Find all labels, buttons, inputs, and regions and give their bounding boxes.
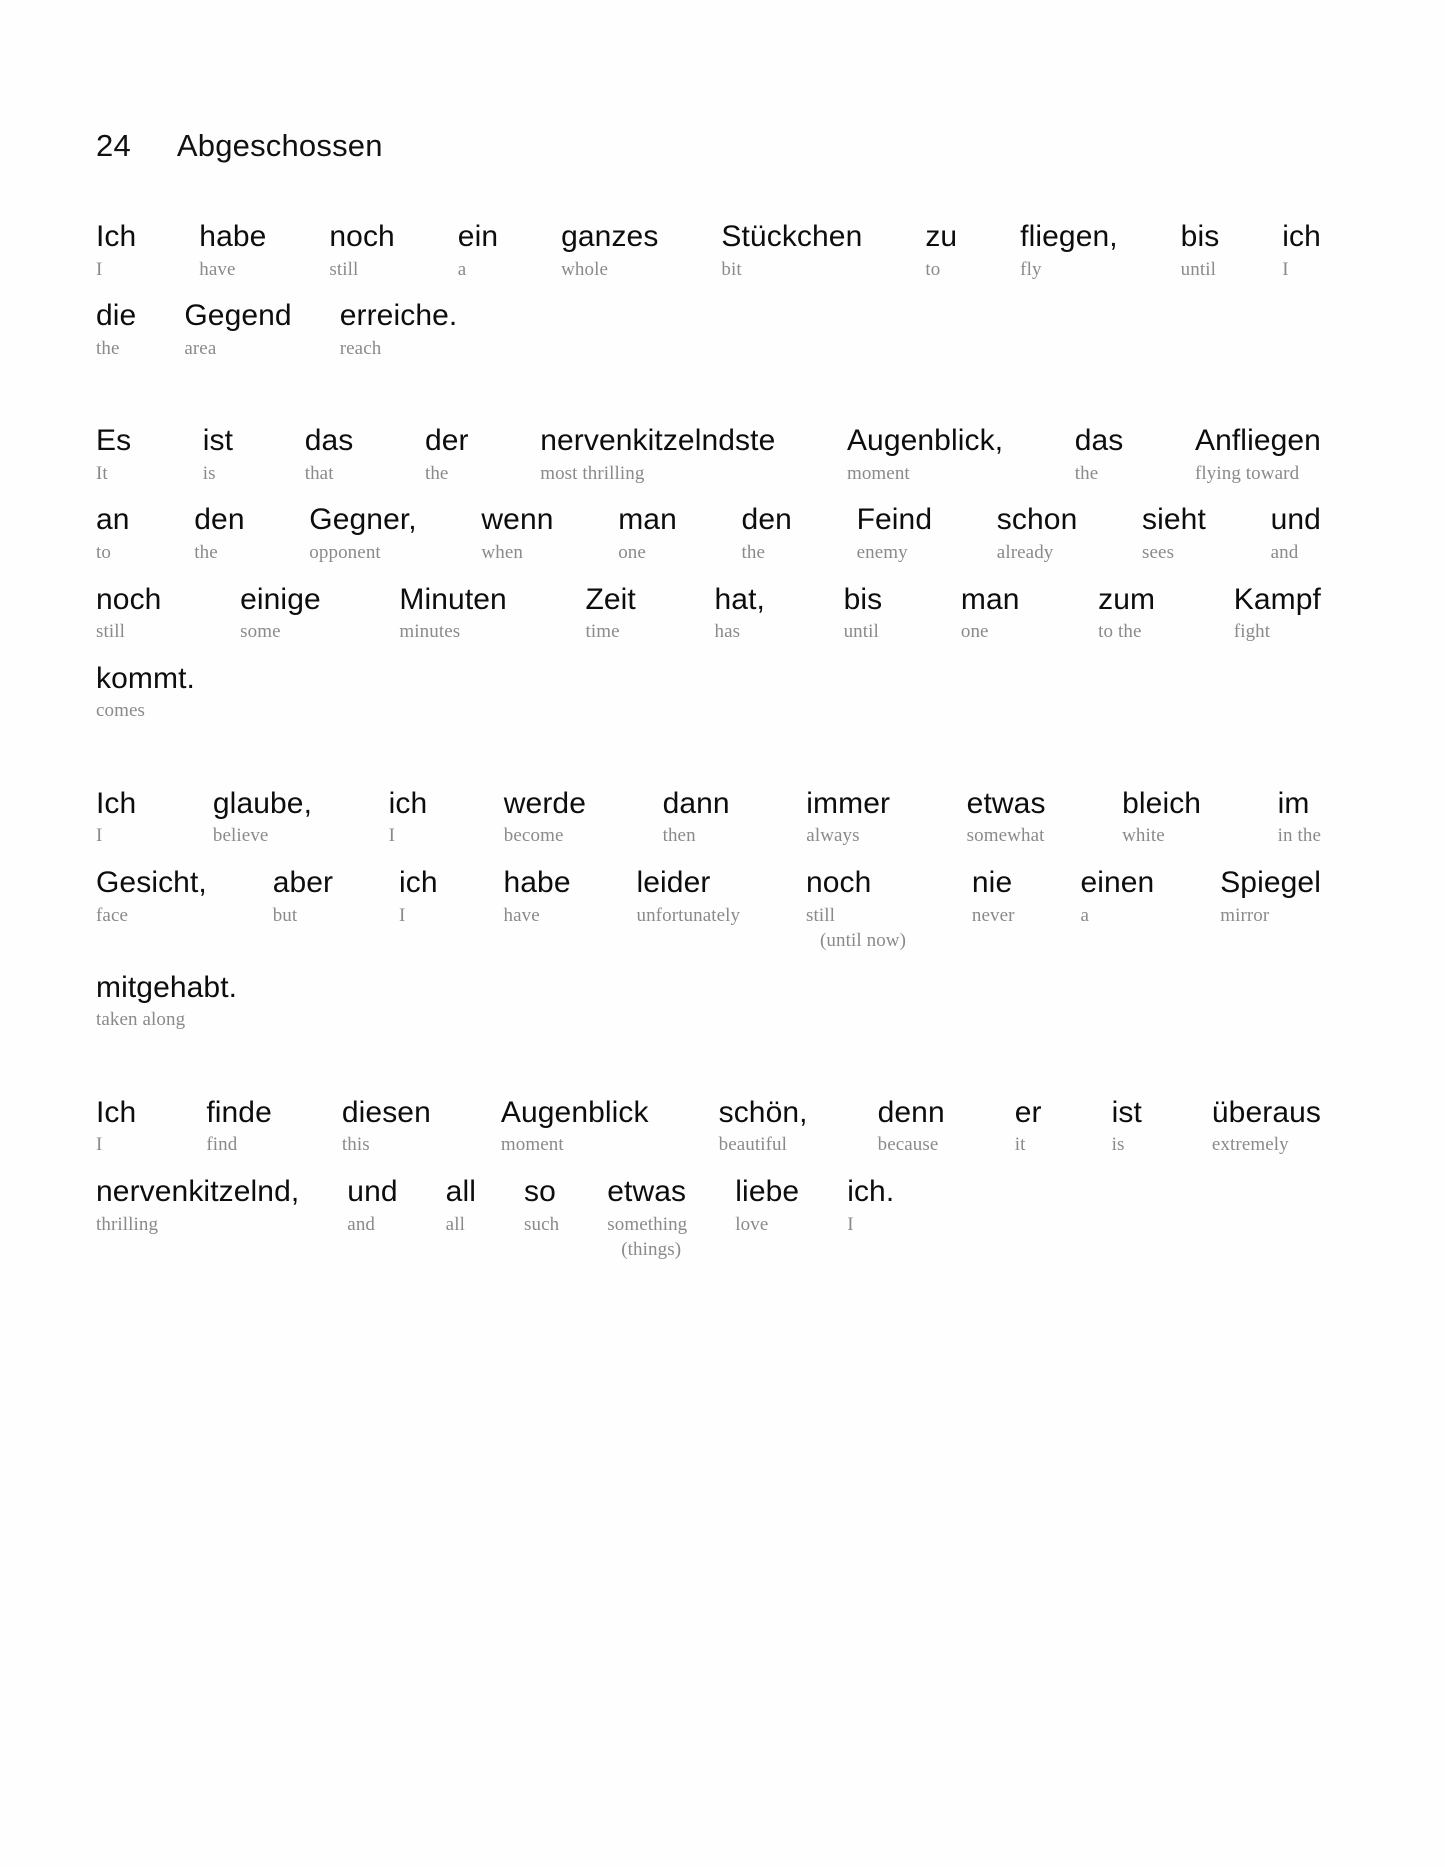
word-gloss-pair [618,503,677,564]
word-gloss-pair [1282,220,1321,281]
source-word: er [1014,1095,1042,1129]
word-gloss-pair [715,583,765,644]
gloss-word: flying toward [1194,462,1300,484]
word-gloss-pair [96,424,131,485]
word-gloss-pair [1112,1096,1142,1157]
gloss-word-secondary: (things) [621,1239,682,1261]
source-word: schön, [718,1095,808,1129]
gloss-word: bit [721,258,742,280]
source-word: die [96,299,137,333]
chapter-number: 24 [96,128,131,163]
source-word: Ich [96,1095,137,1129]
word-gloss-pair [972,866,1015,927]
word-gloss-pair [347,1175,397,1236]
gloss-word: area [184,337,217,359]
word-gloss-pair [1278,787,1321,848]
source-word: immer [806,786,891,820]
source-word: noch [96,582,162,616]
source-word: bleich [1122,786,1202,820]
word-gloss-pair [273,866,333,927]
word-gloss-pair [1181,220,1220,281]
word-gloss-pair [194,503,244,564]
word-gloss-pair [96,220,136,281]
gloss-word: the [741,542,766,564]
gloss-word: I [398,904,406,926]
word-gloss-pair [1234,583,1321,644]
gloss-word: such [523,1213,560,1235]
word-gloss-pair [96,583,161,644]
word-gloss-pair [399,583,506,644]
word-gloss-pair [309,503,416,564]
source-word: im [1277,786,1310,820]
gloss-word: mirror [1220,904,1270,926]
word-gloss-pair [636,866,740,927]
gloss-word: when [481,542,523,564]
gloss-word: until [843,621,879,643]
gloss-word: never [971,904,1015,926]
gloss-word: taken along [96,1009,186,1031]
gloss-word: I [388,825,396,847]
gloss-word: that [304,462,334,484]
word-gloss-pair [719,1096,808,1157]
source-word: noch [329,220,395,253]
gloss-word: believe [212,825,269,847]
gloss-word: I [96,825,103,847]
source-word: denn [877,1095,945,1129]
word-gloss-pair [1122,787,1201,848]
word-gloss-pair [997,503,1078,564]
source-word: diesen [341,1095,431,1129]
source-word: ich. [847,1174,895,1208]
word-gloss-pair [1020,220,1118,281]
chapter-title: Abgeschossen [176,128,383,163]
source-word: Zeit [585,582,636,616]
word-gloss-pair [213,787,312,848]
word-gloss-pair [305,424,354,485]
gloss-word: still [805,904,835,926]
word-gloss-pair [844,583,883,644]
source-word: Stückchen [721,220,863,253]
gloss-word: all [445,1213,465,1235]
gloss-line [96,424,1321,485]
interlinear-text-body [96,220,1321,1262]
source-word: erreiche. [339,299,458,333]
gloss-word: minutes [399,621,461,643]
word-gloss-pair [1098,583,1155,644]
gloss-word-secondary: (until now) [819,930,907,952]
gloss-word: to [96,542,111,564]
source-word: nervenkitzelndste [540,424,776,458]
gloss-word: comes [96,700,146,722]
word-gloss-pair [96,662,195,723]
word-gloss-pair [961,583,1020,644]
gloss-word: white [1122,825,1165,847]
source-word: liebe [735,1174,800,1208]
gloss-word: in the [1277,825,1321,847]
source-word: ein [457,220,499,253]
source-word: Gegend [184,299,292,333]
word-gloss-pair [1271,503,1321,564]
source-word: Augenblick [500,1095,649,1129]
gloss-word: become [503,825,564,847]
word-gloss-pair [585,583,635,644]
source-word: etwas [607,1174,687,1208]
gloss-word: reach [339,337,382,359]
source-word: Ich [96,220,137,253]
source-word: einen [1080,865,1155,899]
source-word: Augenblick, [846,424,1004,458]
source-word: habe [199,220,267,253]
source-word: ganzes [561,220,659,253]
source-word: Spiegel [1220,865,1321,899]
gloss-word: something [607,1213,688,1235]
gloss-word: because [877,1134,939,1156]
gloss-word: a [1080,904,1089,926]
gloss-line [96,787,1321,848]
word-gloss-pair [399,866,438,927]
gloss-word: unfortunately [636,904,741,926]
gloss-word: moment [846,462,910,484]
gloss-word: extremely [1211,1134,1289,1156]
gloss-word: beautiful [718,1134,788,1156]
source-word: bis [1180,220,1220,253]
word-gloss-pair [806,866,906,953]
gloss-word: It [96,462,108,484]
source-word: an [96,503,130,537]
word-gloss-pair [206,1096,272,1157]
word-gloss-pair [96,971,237,1032]
source-word: nervenkitzelnd, [96,1174,300,1208]
gloss-word: I [96,1134,103,1156]
gloss-word: one [960,621,989,643]
gloss-word: face [96,904,129,926]
source-word: etwas [966,786,1046,820]
gloss-word: and [347,1213,376,1235]
gloss-word: thrilling [96,1213,159,1235]
page-header [96,128,1321,164]
gloss-word: has [714,621,741,643]
gloss-word: and [1270,542,1299,564]
word-gloss-pair [342,1096,431,1157]
gloss-word: the [1074,462,1099,484]
gloss-word: find [206,1134,238,1156]
word-gloss-pair [967,787,1046,848]
source-word: Anfliegen [1194,424,1321,458]
gloss-word: always [806,825,860,847]
word-gloss-pair [199,220,266,281]
gloss-word: to the [1098,621,1142,643]
word-gloss-pair [607,1175,687,1262]
word-gloss-pair [184,299,291,360]
gloss-word: fly [1020,258,1042,280]
source-word: man [618,503,677,537]
gloss-line [96,220,1321,281]
gloss-word: most thrilling [540,462,645,484]
word-gloss-pair [203,424,233,485]
source-word: all [445,1174,476,1208]
gloss-word: opponent [309,542,381,564]
word-gloss-pair [329,220,394,281]
source-word: überaus [1211,1095,1321,1129]
source-word: der [424,424,469,458]
source-word: und [347,1174,398,1208]
source-word: ist [202,424,234,458]
gloss-word: is [1111,1134,1125,1156]
gloss-word: but [272,904,298,926]
word-gloss-pair [847,424,1003,485]
gloss-line [96,299,1321,360]
source-word: fliegen, [1020,220,1118,253]
word-gloss-pair [96,299,136,360]
source-word: den [741,503,792,537]
word-gloss-pair [96,787,136,848]
gloss-word: already [996,542,1054,564]
gloss-word: this [341,1134,370,1156]
source-word: zu [925,220,958,253]
gloss-word: sees [1142,542,1175,564]
word-gloss-pair [458,220,498,281]
word-gloss-pair [1212,1096,1321,1157]
word-gloss-pair [1142,503,1206,564]
source-word: ich [388,786,428,820]
word-gloss-pair [847,1175,894,1236]
word-gloss-pair [735,1175,799,1236]
source-word: Es [96,424,132,458]
source-word: ich [398,865,438,899]
word-gloss-pair [425,424,469,485]
word-gloss-pair [501,1096,649,1157]
source-word: das [1074,424,1124,458]
gloss-word: a [457,258,467,280]
source-word: Minuten [399,582,507,616]
word-gloss-pair [857,503,933,564]
gloss-line [96,662,1321,723]
sentence-block [96,424,1321,723]
word-gloss-pair [389,787,428,848]
source-word: Feind [856,503,933,537]
source-word: sieht [1142,503,1206,537]
source-word: schon [996,503,1078,537]
document-content [96,128,1321,1280]
word-gloss-pair [540,424,775,485]
source-word: mitgehabt. [96,970,238,1004]
source-word: Gegner, [309,503,417,537]
word-gloss-pair [1220,866,1321,927]
source-word: Gesicht, [96,865,207,899]
word-gloss-pair [340,299,458,360]
gloss-line [96,971,1321,1032]
sentence-block [96,1096,1321,1262]
gloss-line [96,503,1321,564]
source-word: werde [503,786,587,820]
gloss-word: still [329,258,359,280]
gloss-line [96,1175,1321,1262]
word-gloss-pair [663,787,730,848]
gloss-word: moment [500,1134,564,1156]
source-word: Kampf [1233,582,1321,616]
source-word: bis [843,582,883,616]
gloss-word: some [240,621,281,643]
source-word: hat, [714,582,765,616]
gloss-word: the [424,462,449,484]
gloss-word: time [585,621,620,643]
gloss-word: fight [1233,621,1271,643]
gloss-word: then [662,825,696,847]
source-word: noch [805,865,872,899]
word-gloss-pair [481,503,553,564]
word-gloss-pair [504,787,586,848]
source-word: so [523,1174,556,1208]
word-gloss-pair [925,220,957,281]
source-word: einige [240,582,321,616]
gloss-word: it [1014,1134,1026,1156]
source-word: ich [1282,220,1321,253]
word-gloss-pair [96,866,207,927]
gloss-word: love [735,1213,769,1235]
gloss-word: whole [561,258,609,280]
word-gloss-pair [742,503,792,564]
source-word: glaube, [212,786,313,820]
word-gloss-pair [96,503,130,564]
word-gloss-pair [1075,424,1124,485]
source-word: man [960,582,1020,616]
gloss-word: the [194,542,218,564]
word-gloss-pair [96,1096,136,1157]
gloss-word: somewhat [966,825,1045,847]
source-word: Ich [96,786,137,820]
gloss-word: one [618,542,646,564]
gloss-word: until [1180,258,1217,280]
word-gloss-pair [524,1175,559,1236]
source-word: leider [636,865,711,899]
word-gloss-pair [721,220,862,281]
word-gloss-pair [446,1175,476,1236]
gloss-line [96,1096,1321,1157]
gloss-word: the [96,337,120,359]
source-word: nie [971,865,1013,899]
source-word: kommt. [96,661,195,695]
gloss-word: to [925,258,941,280]
gloss-word: have [503,904,540,926]
word-gloss-pair [1195,424,1321,485]
sentence-block [96,220,1321,360]
word-gloss-pair [1015,1096,1042,1157]
gloss-word: I [96,258,103,280]
source-word: und [1270,503,1321,537]
word-gloss-pair [503,866,570,927]
word-gloss-pair [561,220,658,281]
word-gloss-pair [96,1175,299,1236]
source-word: das [304,424,354,458]
source-word: ist [1111,1095,1142,1129]
word-gloss-pair [240,583,321,644]
gloss-word: enemy [856,542,908,564]
sentence-block [96,787,1321,1032]
word-gloss-pair [1080,866,1154,927]
word-gloss-pair [878,1096,945,1157]
source-word: den [194,503,245,537]
gloss-word: is [202,462,216,484]
source-word: dann [662,786,730,820]
gloss-line [96,583,1321,644]
source-word: aber [272,865,334,899]
gloss-word: I [847,1213,854,1235]
source-word: habe [503,865,571,899]
source-word: wenn [481,503,554,537]
source-word: zum [1098,582,1156,616]
word-gloss-pair [806,787,890,848]
gloss-word: still [96,621,126,643]
gloss-line [96,866,1321,953]
gloss-word: I [1282,258,1289,280]
source-word: finde [206,1095,272,1129]
gloss-word: have [199,258,236,280]
